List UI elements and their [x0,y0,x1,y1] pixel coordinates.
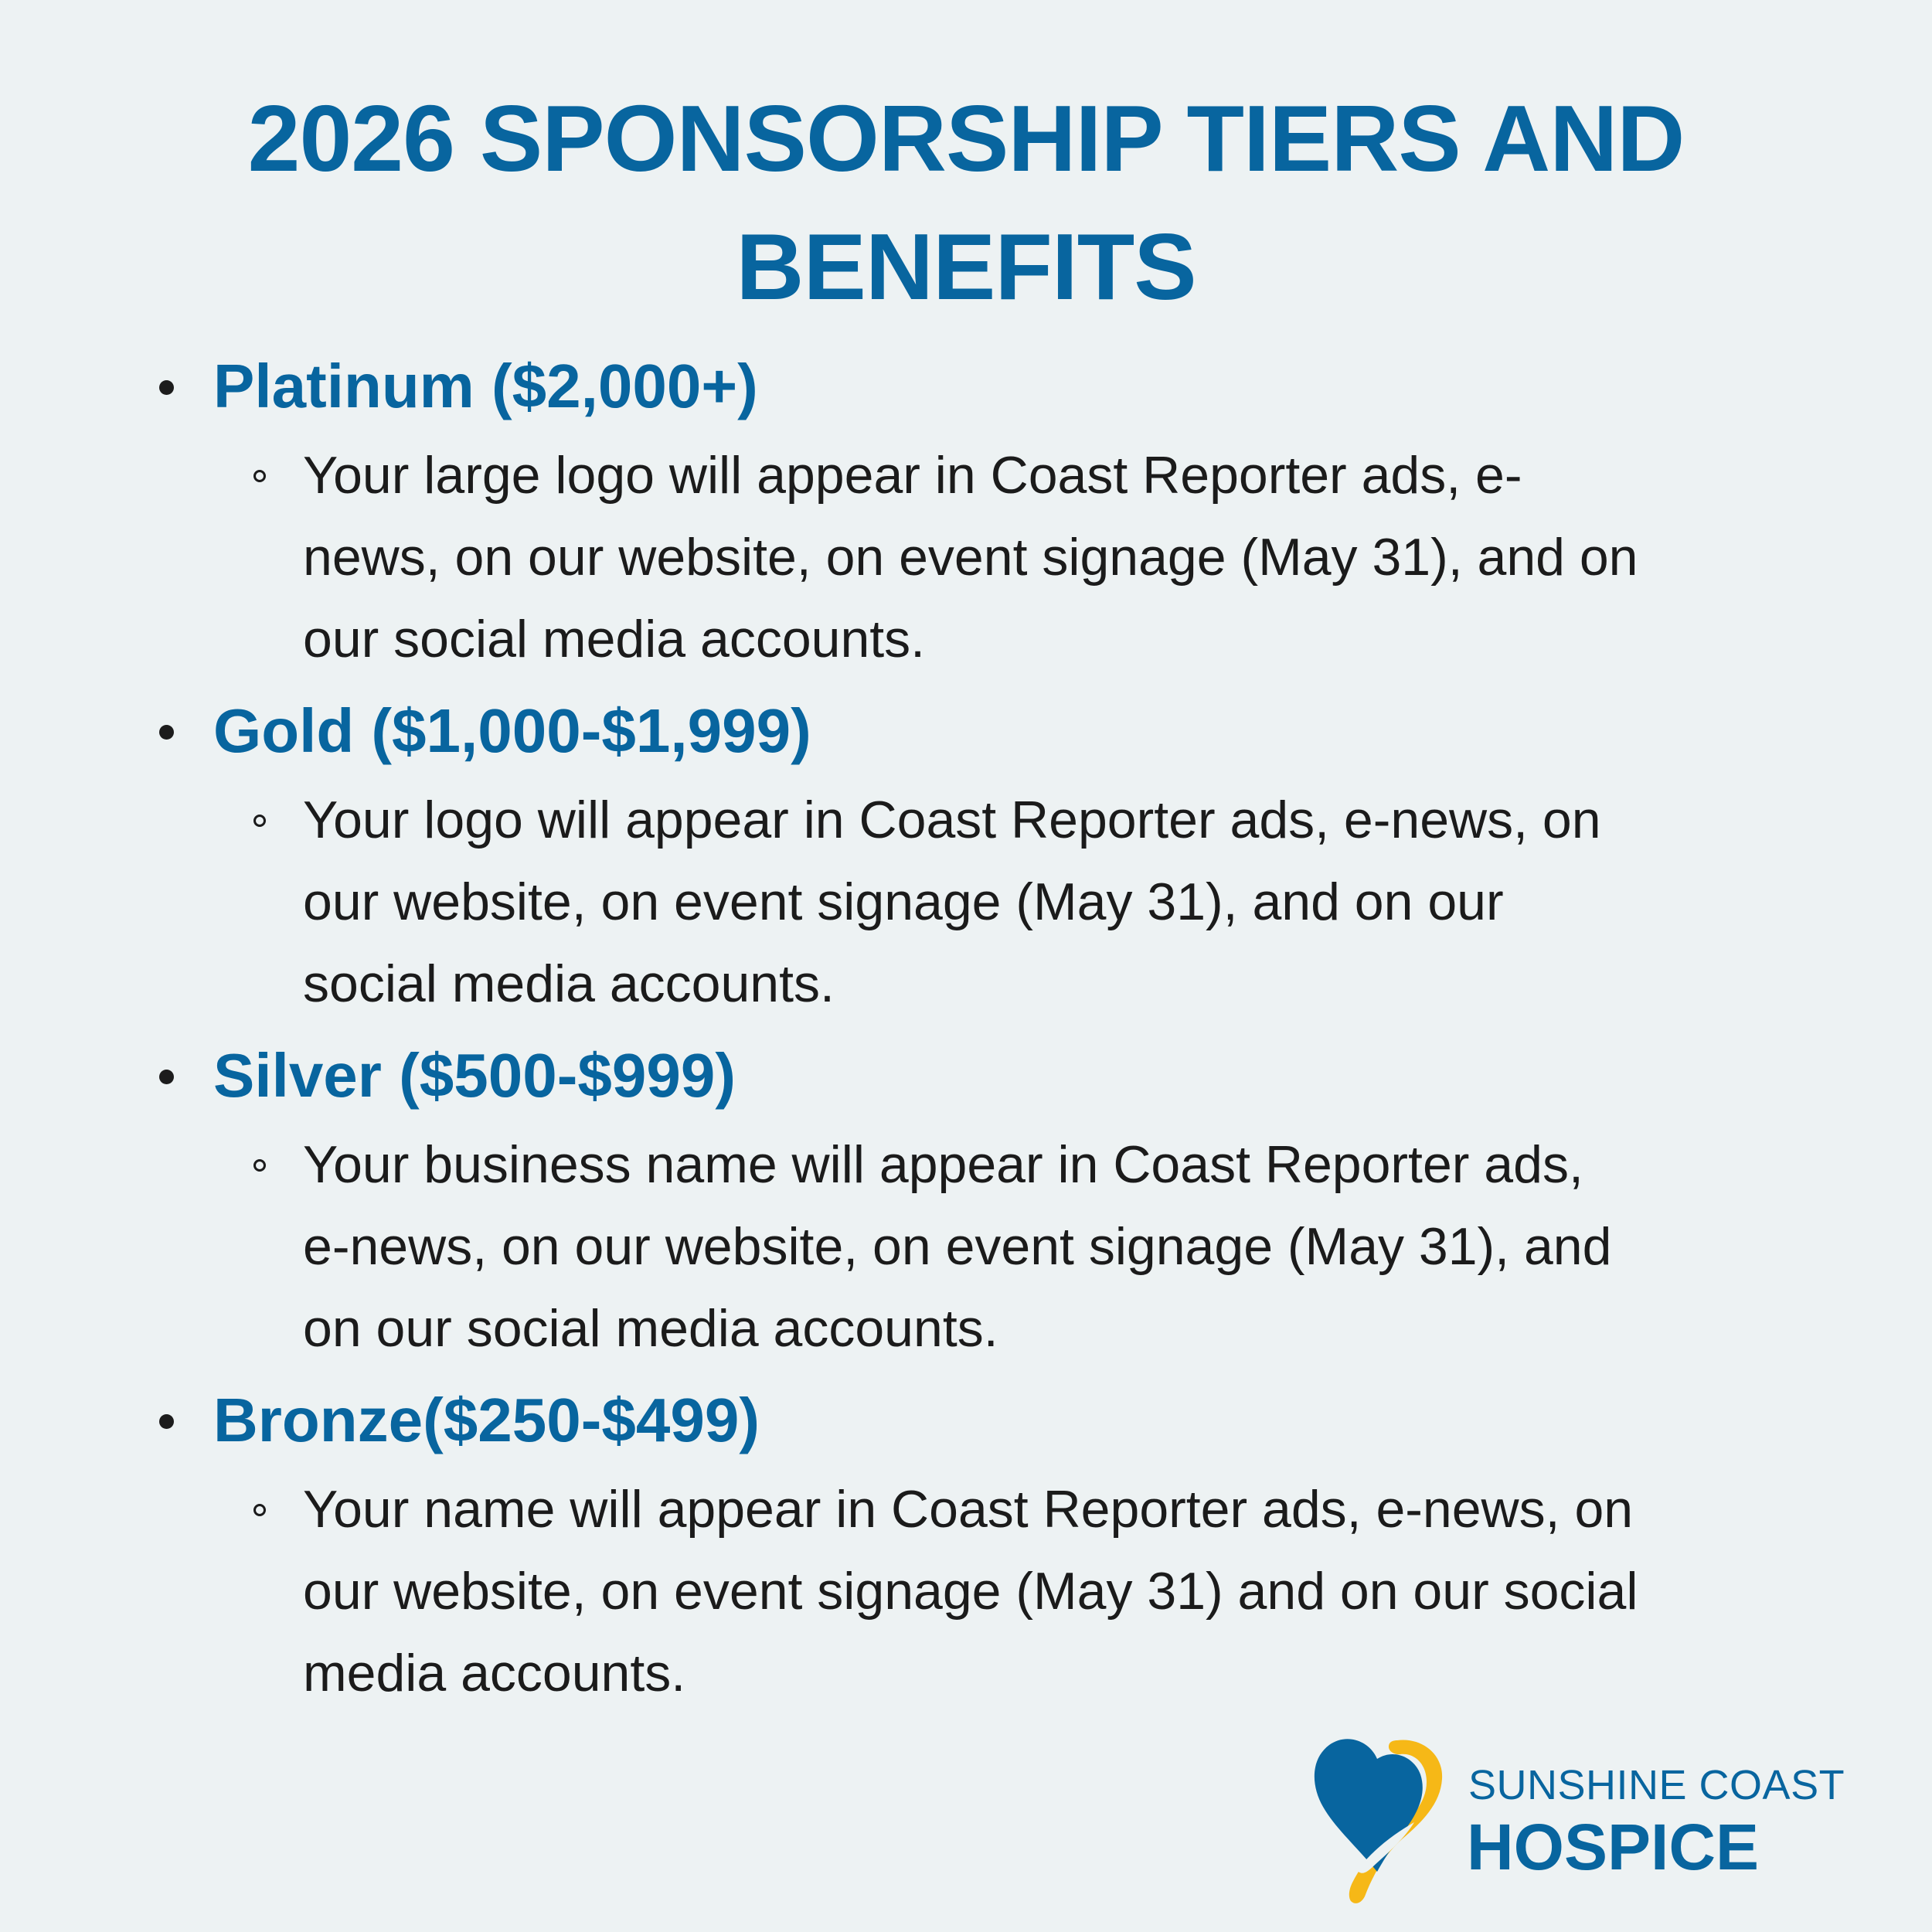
circle-bullet-icon [253,1159,266,1172]
tier-benefit [303,777,1849,1025]
benefit-line: Your name will appear in Coast Reporter ads, e-news, on [303,1480,1634,1539]
tier-list [155,340,1855,1719]
logo-text-line-2: HOSPICE [1467,1811,1760,1883]
page-title-line-1: 2026 SPONSORSHIP TIERS AND [247,86,1685,191]
logo-text-line-1: SUNSHINE COAST [1468,1762,1845,1808]
benefit-line: news, on our website, on event signage (May 31), and on [303,528,1638,587]
benefit-line: social media accounts. [303,954,835,1013]
tier-gold [155,685,1855,1025]
tier-benefit [303,433,1849,680]
bullet-icon [159,380,174,395]
tier-name: Bronze($250-$499) [213,1386,760,1454]
benefit-line: Your large logo will appear in Coast Reporter ads, e- [303,446,1522,505]
tier-name: Gold ($1,000-$1,999) [213,696,811,765]
circle-bullet-icon [253,815,266,827]
heart-hand-icon [1306,1731,1453,1909]
tier-name: Platinum ($2,000+) [213,352,758,420]
benefit-line: our website, on event signage (May 31) and on our social [303,1562,1638,1621]
benefit-line: our social media accounts. [303,610,926,668]
circle-bullet-icon [253,470,266,482]
benefit-line: Your business name will appear in Coast Reporter ads, [303,1135,1583,1194]
bullet-icon [159,725,174,740]
hospice-logo [1306,1731,1847,1909]
benefit-line: our website, on event signage (May 31), and on our [303,872,1504,931]
tier-silver [155,1029,1855,1369]
benefit-line: on our social media accounts. [303,1299,998,1358]
circle-bullet-icon [253,1504,266,1516]
tier-platinum [155,340,1855,680]
benefit-line: media accounts. [303,1644,686,1702]
tier-name: Silver ($500-$999) [213,1041,736,1110]
page-title [0,74,1932,331]
bullet-icon [159,1414,174,1429]
page-title-line-2: BENEFITS [736,214,1196,319]
benefit-line: Your logo will appear in Coast Reporter ads, e-news, on [303,791,1601,849]
tier-benefit [303,1122,1849,1369]
benefit-line: e-news, on our website, on event signage (May 31), and [303,1217,1612,1276]
bullet-icon [159,1070,174,1084]
tier-benefit [303,1467,1849,1714]
tier-bronze [155,1374,1855,1714]
